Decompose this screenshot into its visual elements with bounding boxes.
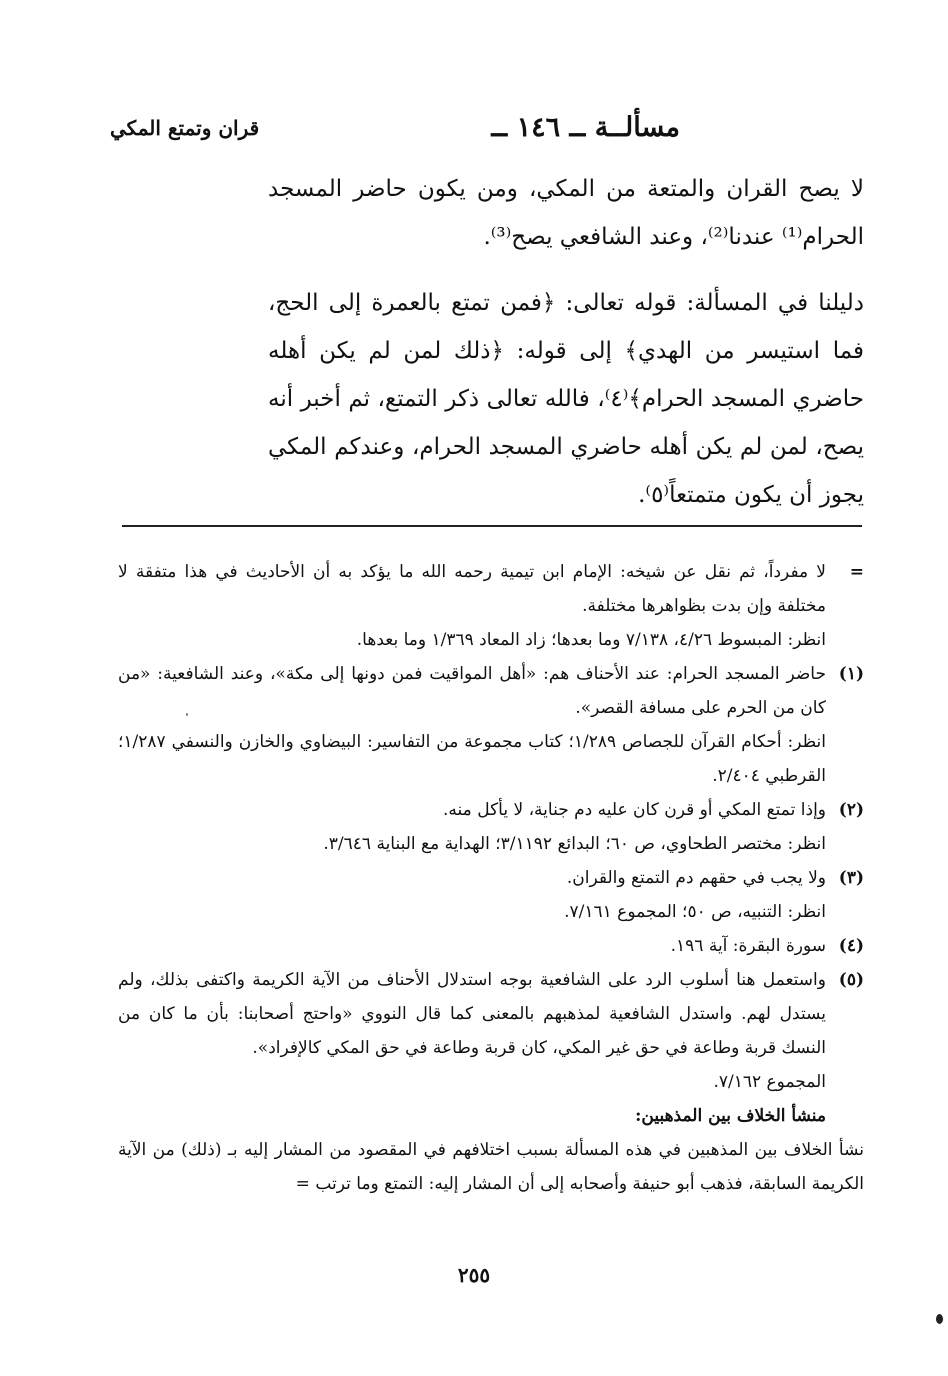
footnote-mark: (٥) — [838, 970, 864, 990]
page-number: ٢٥٥ — [457, 1263, 491, 1287]
footnotes — [118, 555, 864, 1201]
main-paragraph-2: دليلنا في المسألة: قوله تعالى: ﴿فمن تمتع بالعمرة إلى الحج، فما استيسر من الهدي﴾ إلى قوله: ﴿ذلك لمن لم يكن أهله حاضري المسجد الحرام﴾⁽٤⁾، فالله تعالى ذكر التمتع، ثم أخبر أنه يصح، لمن لم يكن أهله حاضري المسجد الحرام، وعندكم المكي يجوز أن يكون متمتعاً⁽٥⁾. — [268, 290, 864, 508]
main-paragraph-1: لا يصح القران والمتعة من المكي، ومن يكون حاضر المسجد الحرام⁽¹⁾ عندنا⁽²⁾، وعند الشافعي يصح⁽³⁾. — [268, 176, 864, 250]
footnote-mark: (٤) — [838, 936, 864, 956]
origin-heading: منشأ الخلاف بين المذهبين: — [635, 1106, 826, 1126]
footnote-2 — [118, 793, 864, 861]
footnote-divider — [122, 525, 862, 527]
issue-title: مسألــة ــ ١٤٦ ــ — [491, 112, 680, 143]
footnote-reference: انظر: التنبيه، ص ٥٠؛ المجموع ٧/١٦١. — [564, 902, 826, 922]
footnote-mark: = — [849, 562, 864, 582]
running-topic: قران وتمتع المكي — [110, 116, 260, 140]
footnote-continuation — [118, 555, 864, 657]
footnote-text: واستعمل هنا أسلوب الرد على الشافعية بوجه استدلال الأحناف من الآية الكريمة واكتفى بذلك، ولم يستدل لهم. واستدل الشافعية لمذهبهم بالمعنى كما قال النووي «واحتج أصحابنا: بأن ما كان من النسك قربة وطاعة في حق غير المكي، كان قربة وطاعة في حق المكي كالإفراد». — [118, 970, 826, 1058]
footnote-text: حاضر المسجد الحرام: عند الأحناف هم: «أهل المواقيت فمن دونها إلى مكة»، وعند الشافعية: «من كان من الحرم على مسافة القصر». — [118, 664, 826, 718]
footnote-text: لا مفرداً، ثم نقل عن شيخه: الإمام ابن تيمية رحمه الله ما يؤكد به أن الأحاديث في هذا متفقة لا مختلفة وإن بدت بظواهرها مختلفة. — [118, 562, 826, 616]
footnote-reference: انظر: مختصر الطحاوي، ص ٦٠؛ البدائع ٣/١١٩٢؛ الهداية مع البناية ٣/٦٤٦. — [323, 834, 826, 854]
footnote-text: سورة البقرة: آية ١٩٦. — [670, 936, 826, 956]
footnote-3 — [118, 861, 864, 929]
footnote-reference: انظر: أحكام القرآن للجصاص ١/٢٨٩؛ كتاب مجموعة من التفاسير: البيضاوي والخازن والنسفي ١/٢٨٧؛ القرطبي ٢/٤٠٤. — [118, 732, 826, 786]
footnote-reference: المجموع ٧/١٦٢. — [713, 1072, 826, 1092]
origin-text: نشأ الخلاف بين المذهبين في هذه المسألة بسبب اختلافهم في المقصود من المشار إليه بـ (ذلك) من الآية الكريمة السابقة، فذهب أبو حنيفة وأصحابه إلى أن المشار إليه: التمتع وما ترتب = — [118, 1140, 864, 1194]
footnote-1 — [118, 657, 864, 793]
footnote-text: ولا يجب في حقهم دم التمتع والقران. — [566, 868, 826, 888]
footnote-mark: (١) — [838, 664, 864, 684]
footnote-mark: (٢) — [838, 800, 864, 820]
ink-speck — [936, 1314, 943, 1324]
page-header — [110, 112, 870, 152]
ink-speck — [186, 713, 188, 716]
footnote-text: وإذا تمتع المكي أو قرن كان عليه دم جناية، لا يأكل منه. — [443, 800, 826, 820]
footnote-reference: انظر: المبسوط ٤/٢٦، ٧/١٣٨ وما بعدها؛ زاد المعاد ١/٣٦٩ وما بعدها. — [356, 630, 826, 650]
origin-paragraph — [118, 1133, 864, 1201]
footnote-5 — [118, 963, 864, 1133]
footnote-mark: (٣) — [838, 868, 864, 888]
main-text — [268, 165, 864, 519]
footnote-4 — [118, 929, 864, 963]
